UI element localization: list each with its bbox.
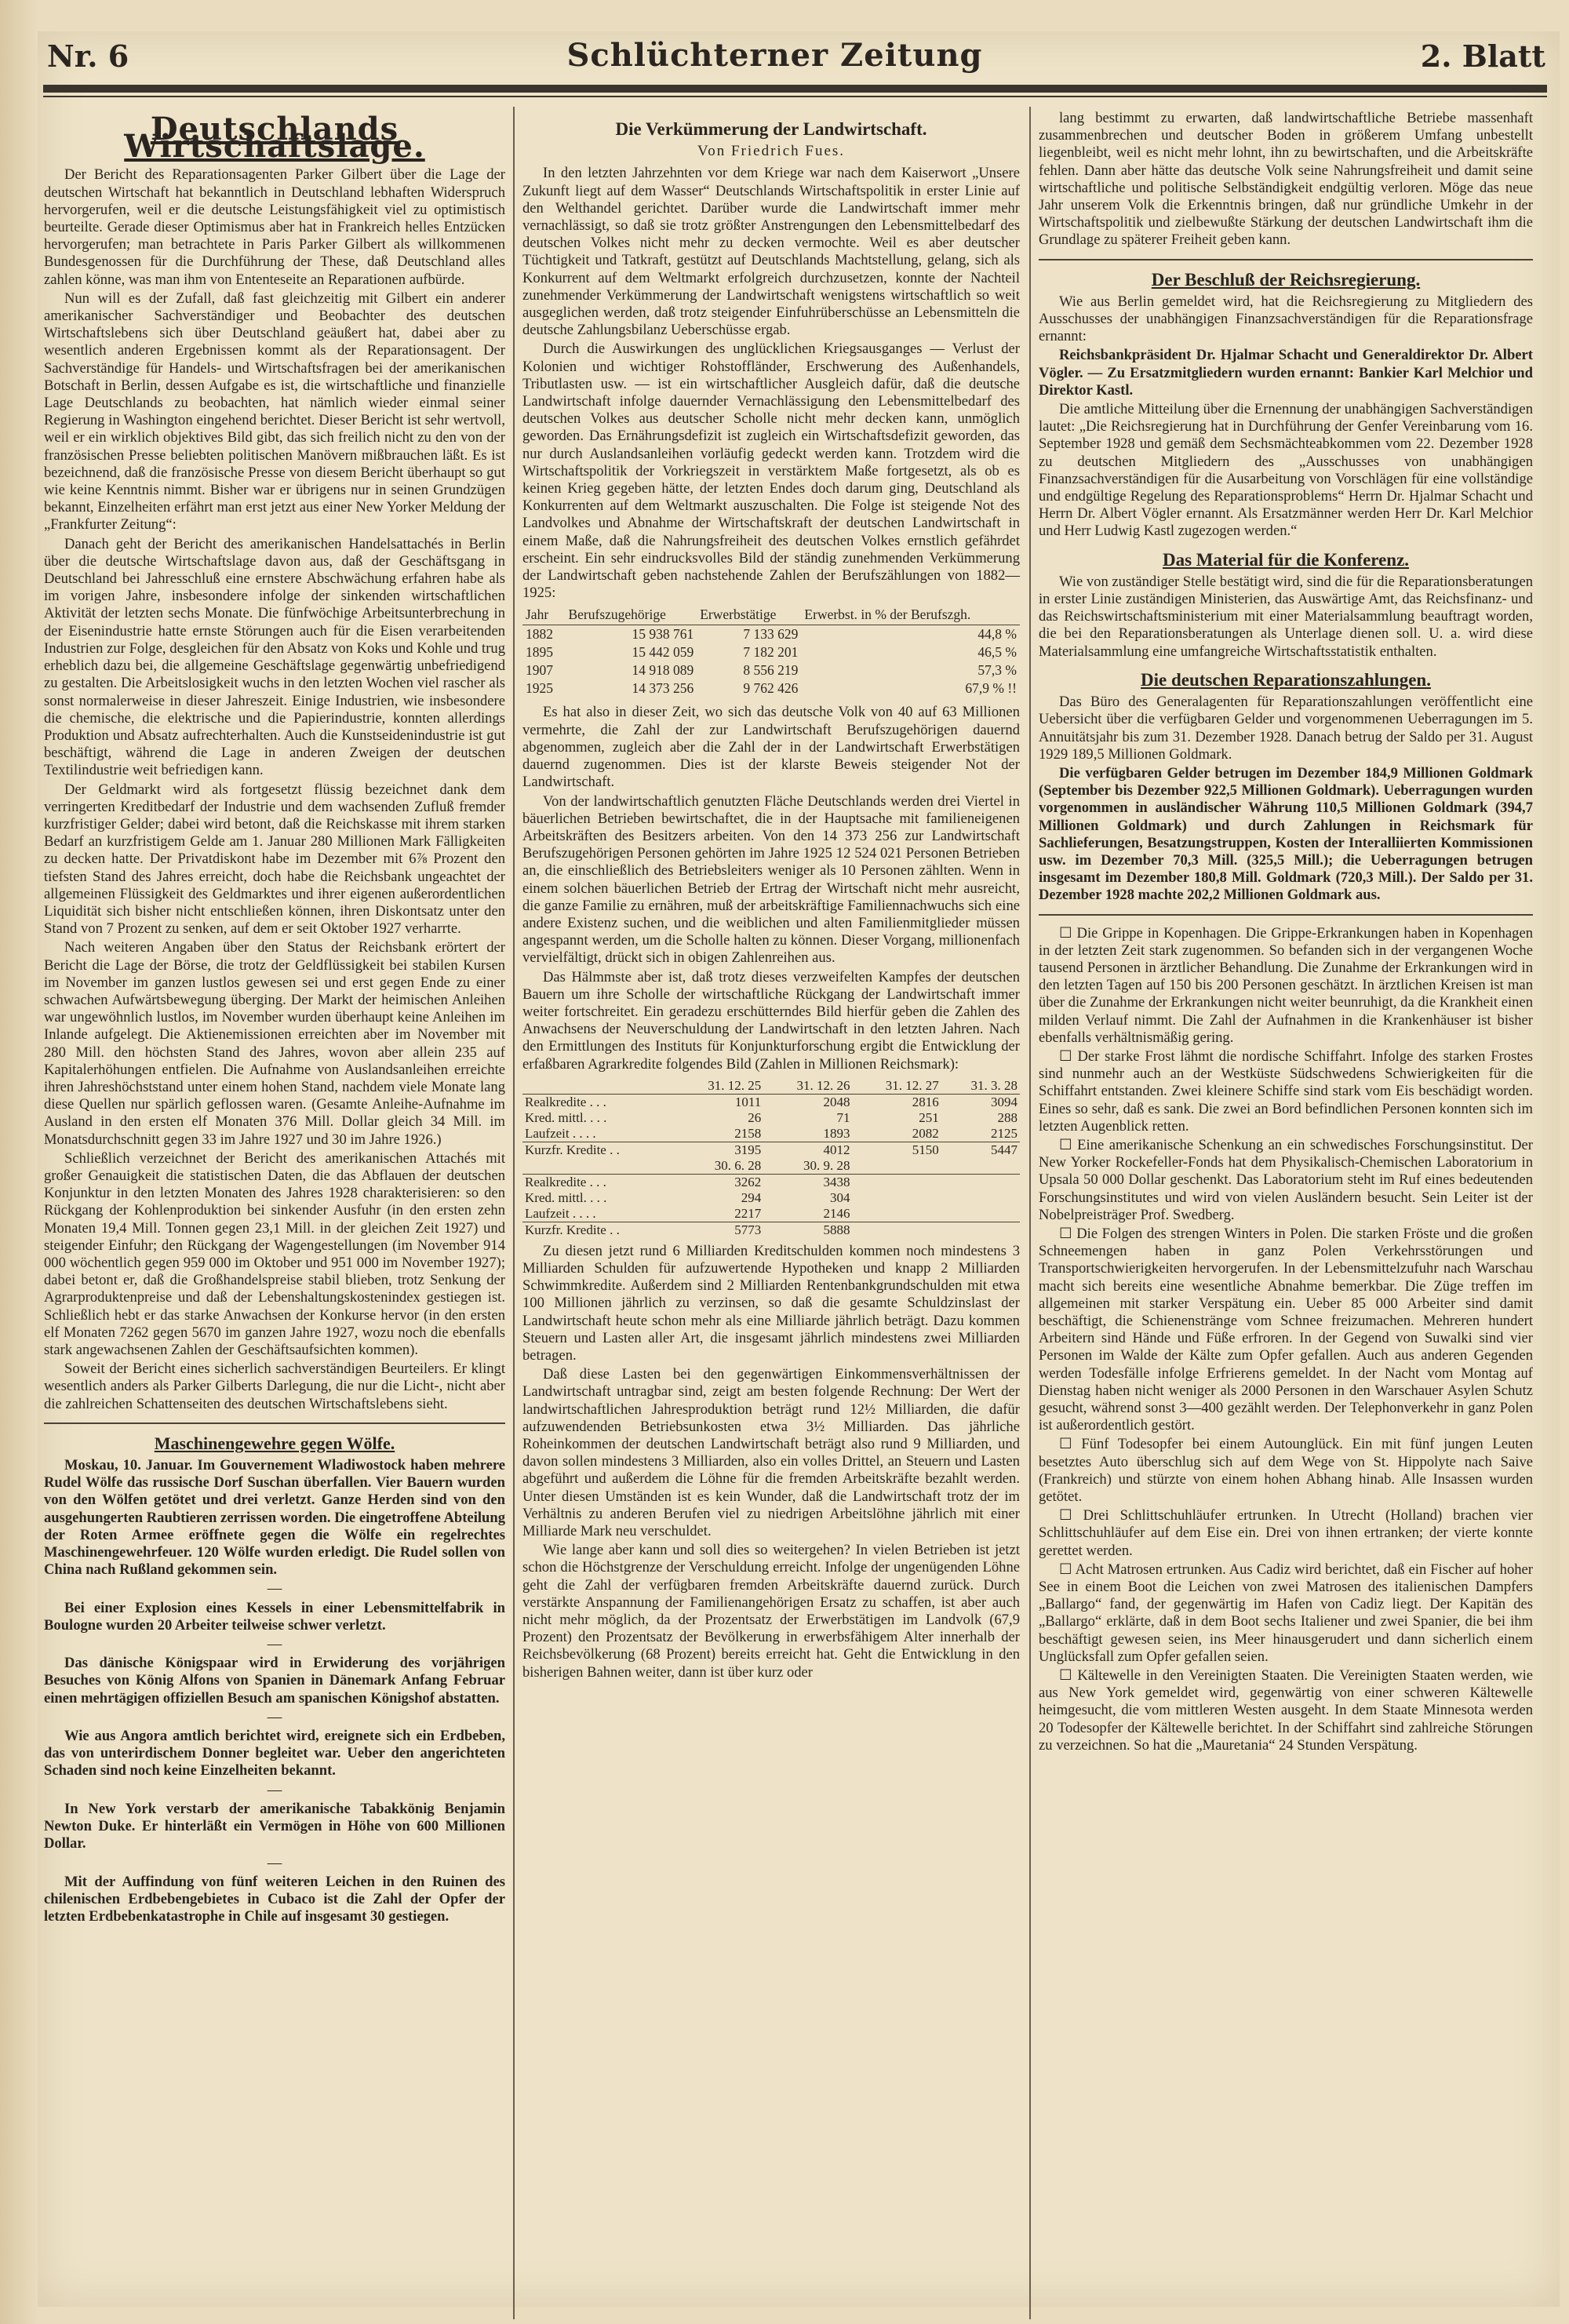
table-cell: 3094 [991, 1094, 1017, 1109]
brief-item: In New York verstarb der amerikanische Tabakkönig Benjamin Newton Duke. Er hinterläßt ein Vermögen in Höhe von 600 Millionen Dollar. [44, 1800, 505, 1852]
table-cell: 1895 [526, 644, 553, 661]
table-cell: 71 [836, 1109, 850, 1125]
brief-item: Das dänische Königspaar wird in Erwiderung des vorjährigen Besuches von König Alfons von Spanien in Dänemark Anfang Februar einen mehrtägigen offiziellen Besuch am spanischen Königshof abstatten. [44, 1655, 505, 1707]
paragraph: Danach geht der Bericht des amerikanischen Handelsattachés in Berlin über die deutsche Wirtschaftslage davon aus, daß der Geschäftsgang in Deutschland bei Jahresschluß eine ernstere Abschwächung erfahren habe als im vorigen Jahre, insbesondere infolge der sinkenden wirtschaftlichen Aktivität der letzten sechs Monate. Die fünfwöchige Arbeitsunterbrechung in der Eisenindustrie hatte ernste Störungen auch für die Eisen verarbeitenden Industrien zur Folge, desgleichen für den Absatz von Koks und Kohle und trug erheblich dazu bei, die allgemeine Geschäftslage gegenwärtig unbefriedigend zu gestalten. Die Arbeitslosigkeit wuchs in den letzten Wochen viel rascher als sonst normalerweise in dieser Jahreszeit. Einige Industrien, wie insbesondere die chemische, die elektrische und die Papierindustrie, konnten allerdings Produktion und Absatz aufrechterhalten. Auch die Kunstseidenindustrie ist gut beschäftigt, während die Lage in anderen Zweigen der deutschen Textilindustrie weit befriedigen kann. [44, 535, 505, 779]
table-row [522, 1174, 1020, 1190]
table-cell [941, 1206, 1020, 1222]
table-cell: 4012 [763, 1142, 852, 1158]
table-cell: 57,3 % [977, 662, 1017, 679]
paragraph: Nun will es der Zufall, daß fast gleichzeitig mit Gilbert ein anderer amerikanischer Sachverständiger und Beobachter des deutschen Wirtschaftslebens sich über Deutschland geäußert hat, dabei aber zu wesentlich anderen Ergebnissen kommt als der Reparationsagent. Der Sachverständige für Handels- und Wirtschaftsfragen bei der amerikanischen Botschaft in Berlin, dessen Aufgabe es ist, die wirtschaftliche und finanzielle Lage Deutschlands zu beobachten, hat nämlich wieder einmal seiner Regierung in Washington eingehend berichtet. Dieser Bericht ist sehr wertvoll, weil er ein wirklich objektives Bild gibt, das sich freilich nicht zu den von der französischen Presse beliebten politischen Manövern mißbrauchen läßt. Es ist bezeichnend, daß die französische Presse von diesem Bericht überhaupt so gut wie keine Kenntnis nimmt. Bisher war er übrigens nur in seinen Grundzügen bekannt, Einzelheiten erfährt man erst jetzt aus einer New Yorker Meldung der „Frankfurter Zeitung“: [44, 290, 505, 534]
table-cell: 2125 [991, 1125, 1017, 1141]
paragraph: Schließlich verzeichnet der Bericht des amerikanischen Attachés mit großer Genauigkeit die statistischen Daten, die das Abflauen der deutschen Konjunktur in den letzten Monaten des Jahres 1928 charakterisieren: so den Rückgang der Kohlenproduktion bei sinkender Ausfuhr (in den ersten zehn Monaten 19,4 Mill. Tonnen gegen 23,1 Mill. in der gleichen Zeit 1927) und steigender Einfuhr; den Rückgang der Wagengestellungen (im November 914 000 wöchentlich gegen 959 000 im Oktober und 951 000 im November 1927); dabei betont er, daß die Großhandelspreise stabil blieben, trotz Senkung der Agrarproduktenpreise und daß der Lebenshaltungskostenindex gestiegen ist. Schließlich hebt er das starke Anwachsen der Konkurse hervor (in den ersten elf Monaten 7262 gegen 5670 im ganzen Jahre 1927, wozu noch die ebenfalls stark angewachsenen Zahlen der Geschäftsaufsichten kommen). [44, 1149, 505, 1359]
table-cell [853, 1222, 941, 1238]
table-cell: 1907 [526, 662, 553, 679]
table-row [522, 1094, 1020, 1110]
article-body [1039, 110, 1533, 250]
table-header: Erwerbst. in % der Berufszgh. [801, 605, 1020, 625]
column-3 [1039, 110, 1533, 1756]
paragraph: Von der landwirtschaftlich genutzten Fläche Deutschlands werden drei Viertel in bäuerlichen Betrieben bewirtschaftet, die in der Hauptsache mit familieneigenen Arbeitskräften des Besitzers arbeiten. Von den 14 373 256 zur Landwirtschaft Berufszugehörigen Personen gehörten im Jahre 1925 12 524 021 Personen Betrieben an, die einschließlich des Betriebsleiters weniger als 10 Personen zählten. Wenn in einem solchen bäuerlichen Betrieb der Ertrag der Wirtschaft nicht mehr ausreicht, die ganze Familie zu ernähren, muß der arbeitskräftige Familiennachwuchs sich eine andere Existenz suchen, und die weiblichen und alten Familienmitglieder müssen angespannt werden, um die Scholle halten zu können. Dieser Vorgang, millionenfach vervielfältigt, drückt sich in obigen Zahlenreihen aus. [522, 792, 1020, 967]
paragraph: Nach weiteren Angaben über den Status der Reichsbank erörtert der Bericht die Lage der Börse, die trotz der Geldflüssigkeit bei stabilen Kursen im November im ganzen lustlos gewesen sei und erst gegen Ende zu einer schwachen Aufwärtsbewegung überging. Der Markt der heimischen Anleihen war ungewöhnlich lustlos, im November wurden überhaupt keine Anleihen im Inlande aufgelegt. Die Aktienemissionen erreichten aber im November mit 280 Mill. den höchsten Stand des Jahres, wovon aber allein 235 auf Kapitalerhöhungen entfielen. Die Aufnahme von Auslandsanleihen erreichte ihren Jahreshöchststand unter einem hohen Stand, nachdem viele Monate lang diese Quellen nur spärlich geflossen waren. (Gesamte Anleihe-Aufnahme im Ausland in den ersten elf Monaten 376 Mill. Dollar gleich 34 Mill. im Monatsdurchschnitt gegen 33 im Jahre 1927 und 30 im Jahre 1926.) [44, 939, 505, 1148]
table-cell [853, 1206, 941, 1222]
paragraph: Reichsbankpräsident Dr. Hjalmar Schacht und Generaldirektor Dr. Albert Vögler. — Zu Ersatzmitgliedern wurden ernannt: Bankier Karl Melchior und Direktor Kastl. [1039, 347, 1533, 399]
table-cell: 31. 12. 27 [853, 1078, 941, 1095]
table-cell: 8 556 219 [743, 662, 799, 679]
table-cell: Kurzfr. Kredite . . [522, 1222, 675, 1238]
table-cell: 14 918 089 [632, 662, 694, 679]
table-cell: 1011 [734, 1094, 762, 1109]
table-cell: 3262 [734, 1174, 762, 1189]
paragraph: Daß diese Lasten bei den gegenwärtigen Einkommensverhältnissen der Landwirtschaft untragbar sind, zeigt am besten folgende Rechnung: Der Wert der landwirtschaftlichen Jahresproduktion beträgt rund 12½ Milliarden, die dafür aufzuwendenden Betriebsunkosten etwa 3½ Milliarden. Das jährliche Roheinkommen der deutschen Landwirtschaft beträgt also rund 9 Milliarden, und davon sollen mindestens 3 Milliarden, also ein volles Drittel, an Steuern und Lasten abgeführt und außerdem die Löhne für die fremden Arbeitskräfte bezahlt werden. Unter diesen Umständen ist es kein Wunder, daß die Landwirtschaft trotz der im Verhältnis zu anderen Berufen viel zu niedrigen Arbeitslöhne jährlich mit einer Milliarde Mark neu verschuldet. [522, 1366, 1020, 1539]
article-title: Die deutschen Reparationszahlungen. [1141, 669, 1431, 690]
paragraph: ☐ Drei Schlittschuhläufer ertrunken. In Utrecht (Holland) brachen vier Schlittschuhläufer auf dem Eise ein. Drei von ihnen ertranken; der vierte konnte gerettet werden. [1039, 1507, 1533, 1559]
paragraph: In den letzten Jahrzehnten vor dem Kriege war nach dem Kaiserwort „Unsere Zukunft liegt auf dem Wasser“ Deutschlands Wirtschaftspolitik in erster Linie auf den Welthandel gerichtet. Darüber wurde die Landwirtschaft immer mehr vernachlässigt, so daß sie trotz größter Anstrengungen den Lebensmittelbedarf des deutschen Volkes nicht mehr zu decken vermochte. Weil es aber deutscher Tüchtigkeit und Tatkraft, gestützt auf Deutschlands Machtstellung, gelang, sich als Konkurrent auf dem Weltmarkt erfolgreich durchzusetzen, konnte der Nachteil zunehmender Verkümmerung der Landwirtschaft wenigstens wirtschaftlich so weit ausgeglichen werden, daß trotz steigender Einfuhrüberschüsse an Lebensmitteln die deutsche Zahlungsbilanz Ueberschüsse ergab. [522, 165, 1020, 339]
table-cell: 31. 3. 28 [941, 1078, 1020, 1095]
sheet-number: 2. Blatt [1420, 38, 1545, 74]
table-cell: Realkredite . . . [525, 1094, 606, 1109]
table-cell [522, 1158, 675, 1175]
paper-edge [0, 0, 38, 2324]
table-cell: 1893 [823, 1125, 850, 1141]
table-cell: 2146 [823, 1205, 850, 1221]
paragraph: ☐ Fünf Todesopfer bei einem Autounglück. Ein mit fünf jungen Leuten besetztes Auto überschlug sich auf dem Wege von St. Hippolyte nach Saive (Frankreich) und stürzte von einem hohen Abhang hinab. Alle Insassen wurden getötet. [1039, 1436, 1533, 1506]
article-body [522, 704, 1020, 1073]
table-cell: 30. 6. 28 [675, 1158, 763, 1175]
paragraph: ☐ Der starke Frost lähmt die nordische Schiffahrt. Infolge des starken Frostes sind nunmehr auch an der Westküste Südschwedens Schwierigkeiten für die Schiffahrt entstanden. Zwei kleinere Schiffe sind stark vom Eis beschädigt worden. Eines so sehr, daß es sank. Die zwei an Bord befindlichen Personen konnten sich im letzten Augenblick retten. [1039, 1047, 1533, 1135]
article-body [44, 166, 505, 1412]
dash-separator: — [267, 1854, 282, 1871]
paragraph: Die amtliche Mitteilung über die Ernennung der unabhängigen Sachverständigen lautet: „Die Reichsregierung hat in Durchführung der Genfer Vereinbarung vom 16. September 1928 und gemäß dem Sechsmächteabkommen vom 22. Dezember 1928 zu deutschen Mitgliedern des „Ausschusses von unabhängigen Finanzsachverständigen für die Ausarbeitung von Vorschlägen für eine vollständige und endgültige Regelung des Reparationsproblems“ Herrn Dr. Hjalmar Schacht und Herrn Dr. Albert Vögler ernannt. Als Ersatzmänner werden Herr Dr. Karl Melchior und Herr Ludwig Kastl zugezogen werden.“ [1039, 401, 1533, 540]
paragraph: Es hat also in dieser Zeit, wo sich das deutsche Volk von 40 auf 63 Millionen vermehrte, die Zahl der zur Landwirtschaft Berufszugehörigen dauernd abgenommen, zugleich aber die Zahl der in der Landwirtschaft Erwerbstätigen dauernd zugenommen. Dies ist der klarste Beweis steigender Not der Landwirtschaft. [522, 704, 1020, 791]
table-cell: Kred. mittl. . . . [525, 1109, 607, 1125]
paragraph: ☐ Kältewelle in den Vereinigten Staaten. Die Vereinigten Staaten werden, wie aus New York gemeldet wird, gegenwärtig von einer schweren Kältewelle heimgesucht, die vom mittleren Westen ausgeht. In dem Staate Minnesota werden 20 Todesopfer der Kältewelle berichtet. In der Schiffahrt sind zahlreiche Störungen zu verzeichnen. So hat die „Mauretania“ 24 Stunden Verspätung. [1039, 1667, 1533, 1754]
table-cell: 304 [830, 1189, 850, 1205]
divider [1039, 914, 1533, 916]
paragraph: ☐ Die Folgen des strengen Winters in Polen. Die starken Fröste und die großen Schneemengen haben in ganz Polen Verkehrsstörungen und Transportschwierigkeiten hervorgerufen. In der Lebensmittelzufuhr nach Warschau macht sich bereits eine wesentliche Abnahme bemerkbar. Die Züge treffen im allgemeinen mit starker Verspätung ein. Ueber 85 000 Arbeiter sind damit beschäftigt, die Schienenstränge vom Schnee freizumachen. Mehreren hundert Arbeitern sind Hände und Füße erfroren. In der Gegend von Suwalki sind vier Personen im Walde der Kälte zum Opfer gefallen. Auch aus anderen Gegenden werden Todesfälle infolge Erfrierens gemeldet. In der Nacht vom Montag auf Dienstag haben nicht weniger als 2000 Personen in den Warschauer Asylen Schutz gesucht, während sonst 3—400 gezählt werden. Der Telephonverkehr in ganz Polen ist außerordentlich gestört. [1039, 1225, 1533, 1434]
table-row [522, 1190, 1020, 1206]
table-row [522, 643, 1020, 661]
newspaper-title: Schlüchterner Zeitung [566, 37, 983, 74]
table-header-row [522, 1078, 1020, 1095]
paragraph: Das Büro des Generalagenten für Reparationszahlungen veröffentlicht eine Uebersicht über die verfügbaren Gelder und vorgenommenen Ueberragungen im 5. Annuitätsjahr bis zum 31. Dezember 1928. Danach betrug der Saldo per 31. August 1929 189,5 Millionen Goldmark. [1039, 694, 1533, 763]
table-cell: 30. 9. 28 [763, 1158, 852, 1175]
table-cell: 1925 [526, 680, 553, 697]
table-cell: 5888 [763, 1222, 852, 1238]
paragraph: lang bestimmt zu erwarten, daß landwirtschaftliche Betriebe massenhaft zusammenbrechen und deutscher Boden in größerem Umfang unbestellt liegenbleibt, weil es nicht mehr lohnt, ihn zu bewirtschaften, und die Arbeitskräfte fehlen. Dann aber hätte das deutsche Volk seine Nahrungsfreiheit und damit seine wirtschaftliche und politische Selbständigkeit endgültig verloren. Möge das neue Jahr unserem Volk die Erkenntnis bringen, daß nur gründliche Umkehr in der Wirtschaftspolitik und zielbewußte Stärkung der deutschen Landwirtschaft ihm die Grundlage zu späterer Freiheit geben kann. [1039, 110, 1533, 249]
dash-separator: — [267, 1708, 282, 1725]
table-cell: 7 133 629 [743, 626, 799, 643]
article-body [1039, 293, 1533, 541]
table-cell [522, 1078, 675, 1095]
article-title: Maschinengewehre gegen Wölfe. [154, 1433, 395, 1453]
table-cell [853, 1158, 941, 1175]
table-cell: 9 762 426 [743, 680, 799, 697]
paragraph: Durch die Auswirkungen des unglücklichen Kriegsausganges — Verlust der Kolonien und wichtiger Rohstoffländer, Erschwerung des Außenhandels, Tributlasten usw. — ist ein wirtschaftlicher Ausgleich dafür, daß die deutsche Landwirtschaft infolge dauernder Vernachlässigung den Lebensmittelbedarf des deutschen Volkes aus deutscher Scholle nicht mehr decken kann, unmöglich geworden. Das Ernährungsdefizit ist zugleich ein Wirtschaftsdefizit geworden, das nur durch Auslandsanleihen vorläufig gedeckt werden kann. Trotzdem wird die Wirtschaftspolitik der Vorkriegszeit in verstärktem Maße fortgesetzt, als ob es keinen Krieg gegeben hätte, der letzten Endes doch darum ging, Deutschland als Konkurrenten auf dem Weltmarkt auszuschalten. Die Folge ist steigende Not des Landvolkes und Abnahme der Wirtschaftskraft der deutschen Landwirtschaft in einem Maße, daß die Nahrungsfreiheit des deutschen Volkes ernstlich gefährdet erscheint. Ein sehr eindrucksvolles Bild der ständig zunehmenden Verkümmerung der Landwirtschaft geben nachstehende Zahlen der Berufszählungen von 1882—1925: [522, 341, 1020, 602]
dash-separator: — [267, 1781, 282, 1798]
paragraph: Die verfügbaren Gelder betrugen im Dezember 184,9 Millionen Goldmark (September bis Dezember 922,5 Millionen Goldmark). Ueberragungen wurden vorgenommen in ausländischer Währung 110,5 Millionen Goldmark (394,7 Millionen Goldmark) und durch Zahlungen in Reichsmark für Sachlieferungen, Besatzungstruppen, Kosten der Interalliierten Kommissionen usw. im Dezember 70,3 Mill. (325,5 Mill.); die Ueberragungen betrugen insgesamt im Dezember 180,8 Mill. Goldmark (720,3 Mill.). Der Saldo per 31. Dezember 1928 machte 202,2 Millionen Goldmark aus. [1039, 764, 1533, 904]
news-items [1039, 925, 1533, 1755]
table-cell: 5773 [675, 1222, 763, 1238]
table-cell [941, 1190, 1020, 1206]
brief-item: Wie aus Angora amtlich berichtet wird, ereignete sich ein Erdbeben, das von unterirdischem Donner begleitet war. Ueber den angerichteten Schaden sind noch keine Einzelheiten bekannt. [44, 1728, 505, 1779]
table-cell: 2217 [734, 1205, 762, 1221]
article-body [522, 165, 1020, 602]
table-header-row [522, 1158, 1020, 1175]
paragraph: Wie aus Berlin gemeldet wird, hat die Reichsregierung zu Mitgliedern des Ausschusses der unabhängigen Finanzsachverständigen für die Reparationsfrage ernannt: [1039, 293, 1533, 345]
divider [44, 1422, 505, 1424]
table-cell: 294 [741, 1189, 762, 1205]
table-cell [853, 1190, 941, 1206]
paragraph: Der Bericht des Reparationsagenten Parker Gilbert über die Lage der deutschen Wirtschaft hat bekanntlich in Deutschland lebhaften Widerspruch hervorgerufen, weil er die deutsche Leistungsfähigkeit viel zu optimistisch beurteilte. Gerade dieser Optimismus aber hat in Frankreich helles Entzücken hervorgerufen; man betrachtete in Paris Parker Gilbert als willkommenen Bundesgenossen für die Durchführung der These, daß Deutschland alles zahlen könne, was man ihm von Ententeseite an Reparationen aufbürde. [44, 166, 505, 288]
paragraph: ☐ Acht Matrosen ertrunken. Aus Cadiz wird berichtet, daß ein Fischer auf hoher See in einem Boot die Leichen von zwei Matrosen des italienischen Dampfers „Ballargo“ fand, der gegenwärtig im Hafen von Cadiz liegt. Der Kapitän des „Ballargo“ erklärte, daß in dem Boot sechs Italiener und zwei Spanier, die bei ihm beschäftigt gewesen seien, ins Meer hinausgerudert und dann sicherlich einem Unglücksfall zum Opfer gefallen seien. [1039, 1561, 1533, 1665]
article-body [44, 1457, 505, 1579]
brief-item: Bei einer Explosion eines Kessels in einer Lebensmittelfabrik in Boulogne wurden 20 Arbeiter teilweise schwer verletzt. [44, 1599, 505, 1634]
table-cell: 2158 [734, 1125, 762, 1141]
masthead [47, 35, 1545, 74]
article-title: Das Material für die Konferenz. [1162, 549, 1410, 570]
table-total-row [522, 1222, 1020, 1238]
divider [1039, 259, 1533, 260]
table-cell: 288 [997, 1109, 1017, 1125]
credit-table [522, 1078, 1020, 1238]
paragraph: Soweit der Bericht eines sicherlich sachverständigen Beurteilers. Er klingt wesentlich anders als Parker Gilberts Darlegung, die nur die Licht-, nicht aber die zahlreichen Schattenseiten des deutschen Wirtschaftslebens sieht. [44, 1361, 505, 1412]
masthead-rule [43, 85, 1547, 93]
table-cell: 14 373 256 [632, 680, 694, 697]
brief-item: Mit der Auffindung von fünf weiteren Leichen in den Ruinen des chilenischen Erdbebengebietes in Cubaco ist die Zahl der Opfer der letzten Erdbebenkatastrophe in Chile auf insgesamt 30 gestiegen. [44, 1873, 505, 1925]
table-cell: 44,8 % [977, 626, 1017, 643]
table-row [522, 1126, 1020, 1142]
paragraph: ☐ Die Grippe in Kopenhagen. Die Grippe-Erkrankungen haben in Kopenhagen in der letzten Zeit stark zugenommen. So befanden sich in der vergangenen Woche tausend Personen in ärztlicher Behandlung. Die Zunahme der Erkrankungen wird in den letzten Tagen auf 150 bis 200 Personen geschätzt. In ärztlichen Kreisen ist man über die Zunahme der Erkrankungen nicht weiter beunruhigt, da die Krankheit einen milden Verlauf nimmt. Die Zahl der Aufnahmen in die Krankenhäuser ist bisher ebenfalls verhältnismäßig gering. [1039, 924, 1533, 1046]
article-title: Die Verkümmerung der Landwirtschaft. [615, 119, 927, 139]
column-separator [513, 107, 515, 2319]
table-header: Erwerbstätige [697, 605, 801, 625]
table-cell [941, 1222, 1020, 1238]
paragraph: Wie lange aber kann und soll dies so weitergehen? In vielen Betrieben ist jetzt schon die Höchstgrenze der Verschuldung erreicht. Infolge der ungenügenden Löhne geht die Zahl der verfügbaren fremden Arbeitskräfte dauernd zurück. Durch verstärkte Anspannung der Familienangehörigen Ersatz zu schaffen, ist aber auch nicht mehr möglich, da der Prozentsatz der Erwerbstätigen im Landvolk (67,9 Prozent) den Prozentsatz der Bevölkerung in erwerbsfähigem Alter innerhalb der Reichsbevölkerung (68 Prozent) bereits erreicht hat. Geht die Entwicklung in den bisherigen Bahnen weiter, dann ist über kurz oder [522, 1542, 1020, 1681]
paragraph: Zu diesen jetzt rund 6 Milliarden Kreditschulden kommen noch mindestens 3 Milliarden Schulden für aufzuwertende Hypotheken und knapp 2 Milliarden Schwimmkredite. Außerdem sind 2 Milliarden Rentenbankgrundschulden mit etwa 100 Millionen jährlich zu verzinsen, so daß die gesamte Schuldzinslast der Landwirtschaft heute schon mehr als eine Milliarde jährlich beträgt. Dazu kommen Steuern und Lasten aller Art, die insgesamt jährlich mindestens zwei Milliarden betragen. [522, 1242, 1020, 1364]
paragraph: ☐ Eine amerikanische Schenkung an ein schwedisches Forschungsinstitut. Der New Yorker Rockefeller-Fonds hat dem Physikalisch-Chemischen Laboratorium in Upsala 50 000 Dollar geschenkt. Das Laboratorium steht im Ruf eines bedeutenden Forschungsinstitutes und wird von vielen Ausländern besucht. Sein Leiter ist der Nobelpreisträger Prof. Swedberg. [1039, 1136, 1533, 1223]
table-row [522, 679, 1020, 698]
table-row [522, 1206, 1020, 1222]
table-cell: Kred. mittl. . . . [525, 1189, 607, 1205]
table-cell: 7 182 201 [743, 644, 799, 661]
author-byline: Von Friedrich Fues. [697, 143, 846, 160]
table-cell: 31. 12. 25 [675, 1078, 763, 1095]
paragraph: Wie von zuständiger Stelle bestätigt wird, sind die für die Reparationsberatungen in erster Linie zuständigen Ministerien, das Auswärtige Amt, das Reichsfinanz- und das Reichswirtschaftsministerium mit einer Materialsammlung beauftragt worden, die bei den Reparationsberatungen als Unterlage dienen soll. U. a. wird diese Materialsammlung eine umfangreiche Wirtschaftsstatistik enthalten. [1039, 573, 1533, 660]
table-row [522, 661, 1020, 679]
table-header: Jahr [522, 605, 565, 625]
table-cell [853, 1174, 941, 1190]
table-cell: 5447 [941, 1142, 1020, 1158]
table-cell: 67,9 % !! [965, 680, 1017, 697]
table-cell: 1882 [526, 626, 553, 643]
dash-separator: — [267, 1636, 282, 1653]
table-cell: 3195 [675, 1142, 763, 1158]
paragraph: Das Hälmmste aber ist, daß trotz dieses verzweifelten Kampfes der deutschen Bauern um ihre Scholle der wirtschaftliche Rückgang der Landwirtschaft immer weiter fortschreitet. Ein geradezu erschütterndes Bild hierfür geben die Zahlen des Anwachsens der Neuverschuldung der Landwirtschaft in den letzten Jahren. Nach den Ermittlungen des Instituts für Konjunkturforschung ergibt die Entwicklung der erfaßbaren Agrarkredite folgendes Bild (Zahlen in Millionen Reichsmark): [522, 968, 1020, 1073]
column-1 [44, 110, 505, 1927]
table-cell [941, 1158, 1020, 1175]
table-cell: Laufzeit . . . . [525, 1125, 596, 1141]
masthead-rule-thin [43, 96, 1547, 97]
table-cell: 26 [748, 1109, 762, 1125]
article-title: Der Beschluß der Reichsregierung. [1151, 269, 1421, 290]
table-cell [941, 1174, 1020, 1190]
table-cell: Realkredite . . . [525, 1174, 606, 1189]
table-row [522, 1110, 1020, 1126]
table-cell: 46,5 % [977, 644, 1017, 661]
issue-number: Nr. 6 [47, 38, 129, 74]
table-cell: 15 938 761 [632, 626, 694, 643]
census-table [522, 605, 1020, 698]
table-cell: 15 442 059 [632, 644, 694, 661]
article-body [1039, 694, 1533, 904]
table-cell: 5150 [853, 1142, 941, 1158]
article-body [522, 1243, 1020, 1681]
paragraph: Der Geldmarkt wird als fortgesetzt flüssig bezeichnet dank dem verringerten Kreditbedarf der Industrie und dem wachsenden Zufluß fremder kurzfristiger Gelder; dabei wird betont, daß die Reichskasse mit ihrem starken Bedarf an kurzfristigem Gelde am 1. Januar 280 Millionen Mark Fälligkeiten zu decken hatte. Der Privatdiskont habe im Dezember mit 6⅞ Prozent den tiefsten Stand des Jahres erreicht, doch habe die Reichsbank ungeachtet der allgemeinen Flüssigkeit des Geldmarktes und ihrer eigenen außerordentlichen Liquidität sich bisher nicht entschließen können, ihren Diskontsatz unter den Stand von 7 Prozent zu senken, auf dem er seit Oktober 1927 verharrte. [44, 781, 505, 938]
column-2 [522, 110, 1020, 1683]
table-header: Berufszugehörige [565, 605, 697, 625]
article-title: Deutschlands Wirtschaftslage. [124, 111, 425, 166]
paragraph: Moskau, 10. Januar. Im Gouvernement Wladiwostock haben mehrere Rudel Wölfe das russische Dorf Suschan überfallen. Vier Bauern wurden von den Wölfen getötet und drei verletzt. Ganze Herden sind von den ausgehungerten Raubtieren zerrissen worden. Die eingetroffene Abteilung der Roten Armee eröffnete gegen die Wölfe ein regelrechtes Maschinengewehrfeuer. 120 Wölfe wurden erledigt. Die Rudel sollen von China nach Rußland gekommen sein. [44, 1457, 505, 1579]
article-body [1039, 574, 1533, 661]
table-total-row [522, 1142, 1020, 1158]
table-cell: 2048 [823, 1094, 850, 1109]
dash-separator: — [267, 1580, 282, 1597]
table-cell: Laufzeit . . . . [525, 1205, 596, 1221]
column-separator [1029, 107, 1031, 2319]
table-row [522, 625, 1020, 644]
table-cell: 251 [919, 1109, 939, 1125]
table-cell: 31. 12. 26 [763, 1078, 852, 1095]
table-cell: 2082 [912, 1125, 939, 1141]
table-cell: 3438 [823, 1174, 850, 1189]
table-cell: Kurzfr. Kredite . . [522, 1142, 675, 1158]
table-cell: 2816 [912, 1094, 939, 1109]
brief-news [44, 1580, 505, 1925]
